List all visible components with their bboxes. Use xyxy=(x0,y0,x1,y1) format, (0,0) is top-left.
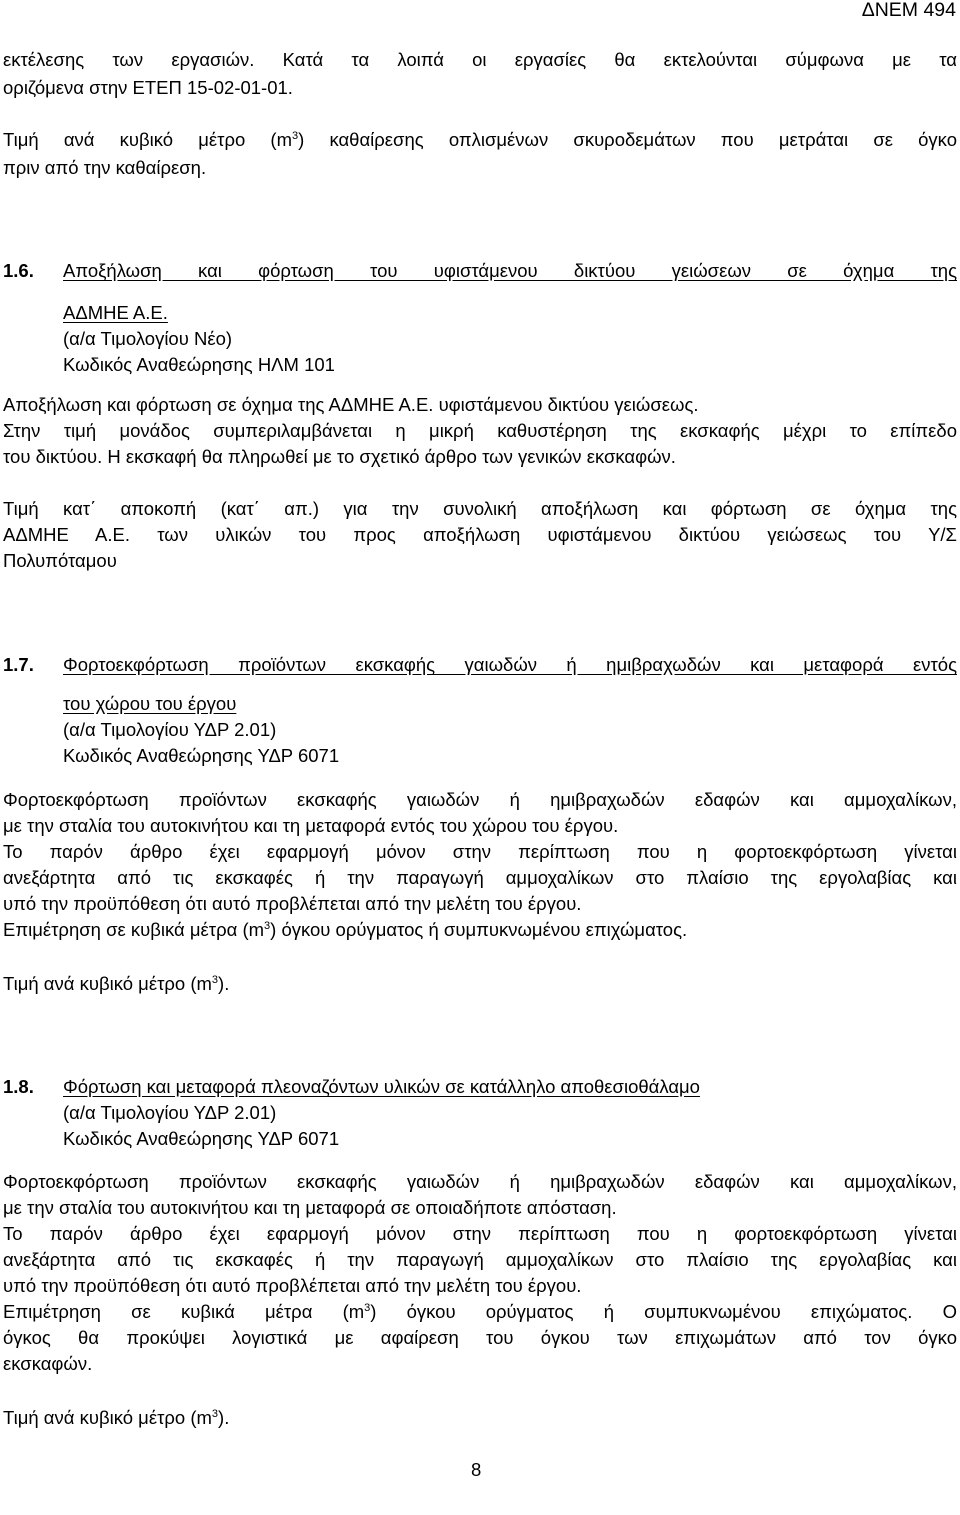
price-line: ΑΔΜΗΕ Α.Ε. των υλικών του προς αποξήλωση υφιστάμενου δικτύου γειώσεως του Υ/Σ xyxy=(3,524,957,545)
paragraph-line: εκσκαφών. xyxy=(3,1353,93,1374)
price-list-reference: (α/α Τιμολογίου ΥΔΡ 2.01) xyxy=(63,719,277,740)
intro-line: οριζόμενα στην ΕΤΕΠ 15-02-01-01. xyxy=(3,77,293,98)
document-code: ΔΝΕΜ 494 xyxy=(861,0,956,21)
paragraph-line: υπό την προϋπόθεση ότι αυτό προβλέπεται από την μελέτη του έργου. xyxy=(3,1275,582,1296)
section-title-continued: του χώρου του έργου xyxy=(63,693,237,714)
price-line: Τιμή κατ΄ αποκοπή (κατ΄ απ.) για την συνολική αποξήλωση και φόρτωση σε όχημα της xyxy=(3,498,957,519)
intro-line: εκτέλεσης των εργασιών. Κατά τα λοιπά οι εργασίες θα εκτελούνται σύμφωνα με τα xyxy=(3,49,957,70)
section-title-continued: ΑΔΜΗΕ Α.Ε. xyxy=(63,302,168,323)
price-list-reference: (α/α Τιμολογίου Νέο) xyxy=(63,328,233,349)
section-number: 1.6. xyxy=(3,260,34,281)
paragraph-line: υπό την προϋπόθεση ότι αυτό προβλέπεται από την μελέτη του έργου. xyxy=(3,893,582,914)
section-title: Αποξήλωση και φόρτωση του υφιστάμενου δικτύου γειώσεων σε όχημα της xyxy=(63,260,957,281)
revision-code: Κωδικός Αναθεώρησης ΥΔΡ 6071 xyxy=(63,745,340,766)
paragraph-line: Στην τιμή μονάδος συμπεριλαμβάνεται η μικρή καθυστέρηση της εκσκαφής μέχρι το επίπεδο xyxy=(3,420,957,441)
intro-line: πριν από την καθαίρεση. xyxy=(3,157,207,178)
page-number: 8 xyxy=(471,1459,482,1480)
section-title: Φορτοεκφόρτωση προϊόντων εκσκαφής γαιωδών ή ημιβραχωδών και μεταφορά εντός xyxy=(63,654,957,675)
measurement-line: Επιμέτρηση σε κυβικά μέτρα $(m^3)$ όγκου ορύγματος ή συμπυκνωμένου επιχώματος. xyxy=(3,919,688,940)
price-line: Τιμή ανά κυβικό μέτρο $(m^3)$. xyxy=(3,973,230,994)
section-number: 1.7. xyxy=(3,654,34,675)
price-line: Τιμή ανά κυβικό μέτρο $(m^3)$. xyxy=(3,1407,230,1428)
section-number: 1.8. xyxy=(3,1076,34,1097)
paragraph-line: όγκος θα προκύψει λογιστικά με αφαίρεση του όγκου των επιχωμάτων από τον όγκο xyxy=(3,1327,957,1348)
paragraph-line: Αποξήλωση και φόρτωση σε όχημα της ΑΔΜΗΕ Α.Ε. υφιστάμενου δικτύου γειώσεως. xyxy=(3,394,699,415)
measurement-line: Επιμέτρηση σε κυβικά μέτρα $(m^3)$ όγκου ορύγματος ή συμπυκνωμένου επιχώματος. Ο xyxy=(3,1301,957,1322)
price-line: Πολυπόταμου xyxy=(3,550,117,571)
paragraph-line: Το παρόν άρθρο έχει εφαρμογή μόνον στην περίπτωση που η φορτοεκφόρτωση γίνεται xyxy=(3,841,957,862)
paragraph-line: Φορτοεκφόρτωση προϊόντων εκσκαφής γαιωδών ή ημιβραχωδών εδαφών και αμμοχαλίκων, xyxy=(3,1171,957,1192)
price-list-reference: (α/α Τιμολογίου ΥΔΡ 2.01) xyxy=(63,1102,277,1123)
paragraph-line: με την σταλία του αυτοκινήτου και τη μεταφορά σε οποιαδήποτε απόσταση. xyxy=(3,1197,617,1218)
section-title: Φόρτωση και μεταφορά πλεοναζόντων υλικών σε κατάλληλο αποθεσιοθάλαμο xyxy=(63,1076,700,1097)
paragraph-line: Φορτοεκφόρτωση προϊόντων εκσκαφής γαιωδών ή ημιβραχωδών εδαφών και αμμοχαλίκων, xyxy=(3,789,957,810)
revision-code: Κωδικός Αναθεώρησης ΥΔΡ 6071 xyxy=(63,1128,340,1149)
paragraph-line: του δικτύου. Η εκσκαφή θα πληρωθεί με το σχετικό άρθρο των γενικών εκσκαφών. xyxy=(3,446,676,467)
paragraph-line: ανεξάρτητα από τις εκσκαφές ή την παραγωγή αμμοχαλίκων στο πλαίσιο της εργολαβίας και xyxy=(3,867,957,888)
intro-price-line: Τιμή ανά κυβικό μέτρο $(m^3)$ καθαίρεσης οπλισμένων σκυροδεμάτων που μετράται σε όγκο xyxy=(3,129,957,150)
paragraph-line: Το παρόν άρθρο έχει εφαρμογή μόνον στην περίπτωση που η φορτοεκφόρτωση γίνεται xyxy=(3,1223,957,1244)
paragraph-line: με την σταλία του αυτοκινήτου και τη μεταφορά εντός του χώρου του έργου. xyxy=(3,815,619,836)
revision-code: Κωδικός Αναθεώρησης ΗΛΜ 101 xyxy=(63,354,335,375)
paragraph-line: ανεξάρτητα από τις εκσκαφές ή την παραγωγή αμμοχαλίκων στο πλαίσιο της εργολαβίας και xyxy=(3,1249,957,1270)
